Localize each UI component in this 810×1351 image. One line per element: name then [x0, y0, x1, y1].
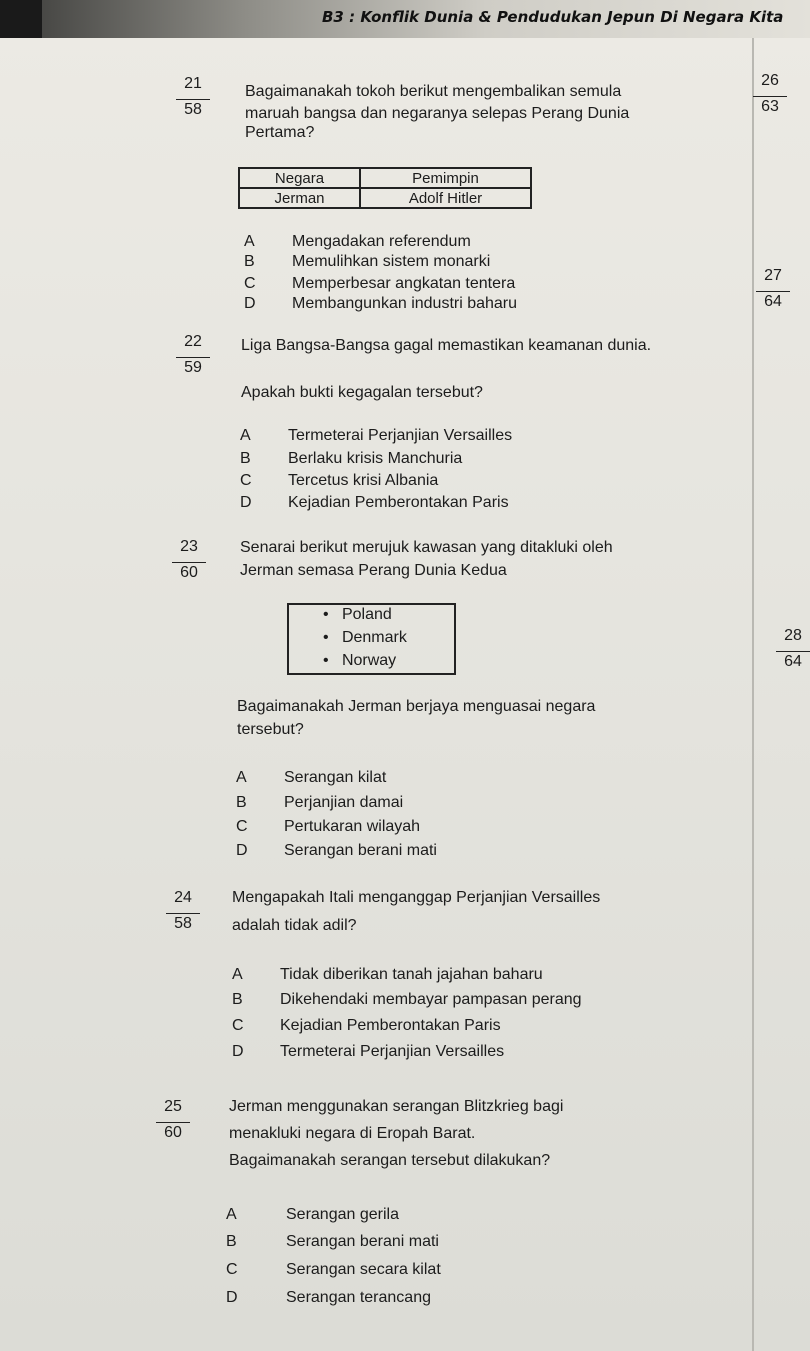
- option-a[interactable]: A Serangan kilat: [236, 769, 387, 786]
- page-ref: 60: [172, 562, 206, 582]
- question-text: adalah tidak adil?: [232, 917, 357, 934]
- option-c[interactable]: C Tercetus krisi Albania: [240, 472, 439, 489]
- question-number: [176, 75, 210, 119]
- option-d[interactable]: D Serangan berani mati: [236, 842, 437, 859]
- option-b[interactable]: B Dikehendaki membayar pampasan perang: [232, 991, 582, 1008]
- question-number: [156, 1098, 190, 1142]
- table-header: Negara: [239, 168, 360, 188]
- side-mark: 28 64: [776, 627, 810, 671]
- option-d[interactable]: D Kejadian Pemberontakan Paris: [240, 494, 509, 511]
- page-ref: 59: [176, 357, 210, 377]
- question-num-22: 22: [184, 333, 202, 350]
- page-ref: 60: [156, 1122, 190, 1142]
- question-num-23: 23: [180, 538, 198, 555]
- header-bar: [0, 0, 810, 38]
- option-c[interactable]: C Serangan secara kilat: [226, 1261, 441, 1278]
- dark-corner: [0, 0, 42, 38]
- question-text: menakluki negara di Eropah Barat.: [229, 1125, 476, 1142]
- question-number: [166, 889, 200, 933]
- question-text: Apakah bukti kegagalan tersebut?: [241, 384, 483, 401]
- question-num-21: 21: [184, 75, 202, 92]
- question-text: Jerman menggunakan serangan Blitzkrieg bagi: [229, 1098, 564, 1115]
- page-ref: 58: [176, 99, 210, 119]
- question-text: Senarai berikut merujuk kawasan yang ditakluki oleh: [240, 539, 613, 556]
- option-a[interactable]: A Mengadakan referendum: [244, 233, 471, 250]
- question-text: maruah bangsa dan negaranya selepas Perang Dunia: [245, 105, 630, 122]
- option-c[interactable]: C Pertukaran wilayah: [236, 818, 421, 835]
- question-text: Bagaimanakah Jerman berjaya menguasai negara: [237, 698, 596, 715]
- table-cell: Jerman: [239, 188, 360, 208]
- option-a[interactable]: A Tidak diberikan tanah jajahan baharu: [232, 966, 543, 983]
- option-a[interactable]: A Serangan gerila: [226, 1206, 399, 1223]
- question-text: Pertama?: [245, 124, 315, 141]
- question-number: [172, 538, 206, 582]
- chapter-title: B3 : Konflik Dunia & Pendudukan Jepun Di Negara Kita: [322, 8, 784, 26]
- question-text: Jerman semasa Perang Dunia Kedua: [240, 562, 507, 579]
- question-num-24: 24: [174, 889, 192, 906]
- option-d[interactable]: D Membangunkan industri baharu: [244, 295, 518, 312]
- list-item: • Poland: [323, 606, 392, 623]
- option-d[interactable]: D Termeterai Perjanjian Versailles: [232, 1043, 505, 1060]
- table-cell: Adolf Hitler: [360, 188, 531, 208]
- option-b[interactable]: B Perjanjian damai: [236, 794, 404, 811]
- option-c[interactable]: C Kejadian Pemberontakan Paris: [232, 1017, 501, 1034]
- source-table: [238, 167, 532, 209]
- question-text: Liga Bangsa-Bangsa gagal memastikan keamanan dunia.: [241, 337, 652, 354]
- option-d[interactable]: D Serangan terancang: [226, 1289, 431, 1306]
- question-number: [176, 333, 210, 377]
- option-a[interactable]: A Termeterai Perjanjian Versailles: [240, 427, 513, 444]
- question-num-25: 25: [164, 1098, 182, 1115]
- table-header: Pemimpin: [360, 168, 531, 188]
- page-ref: 58: [166, 913, 200, 933]
- margin-line: [752, 38, 754, 1351]
- option-c[interactable]: C Memperbesar angkatan tentera: [244, 275, 516, 292]
- option-b[interactable]: B Memulihkan sistem monarki: [244, 253, 491, 270]
- list-item: • Denmark: [323, 629, 407, 646]
- option-b[interactable]: B Berlaku krisis Manchuria: [240, 450, 463, 467]
- side-mark: 26 63: [753, 72, 787, 116]
- question-text: Bagaimanakah tokoh berikut mengembalikan semula: [245, 83, 622, 100]
- side-mark: 27 64: [756, 267, 790, 311]
- question-text: Mengapakah Itali menganggap Perjanjian Versailles: [232, 889, 601, 906]
- list-item: • Norway: [323, 652, 397, 669]
- question-text: Bagaimanakah serangan tersebut dilakukan?: [229, 1152, 551, 1169]
- option-b[interactable]: B Serangan berani mati: [226, 1233, 439, 1250]
- question-text: tersebut?: [237, 721, 304, 738]
- country-list-box: [287, 603, 456, 675]
